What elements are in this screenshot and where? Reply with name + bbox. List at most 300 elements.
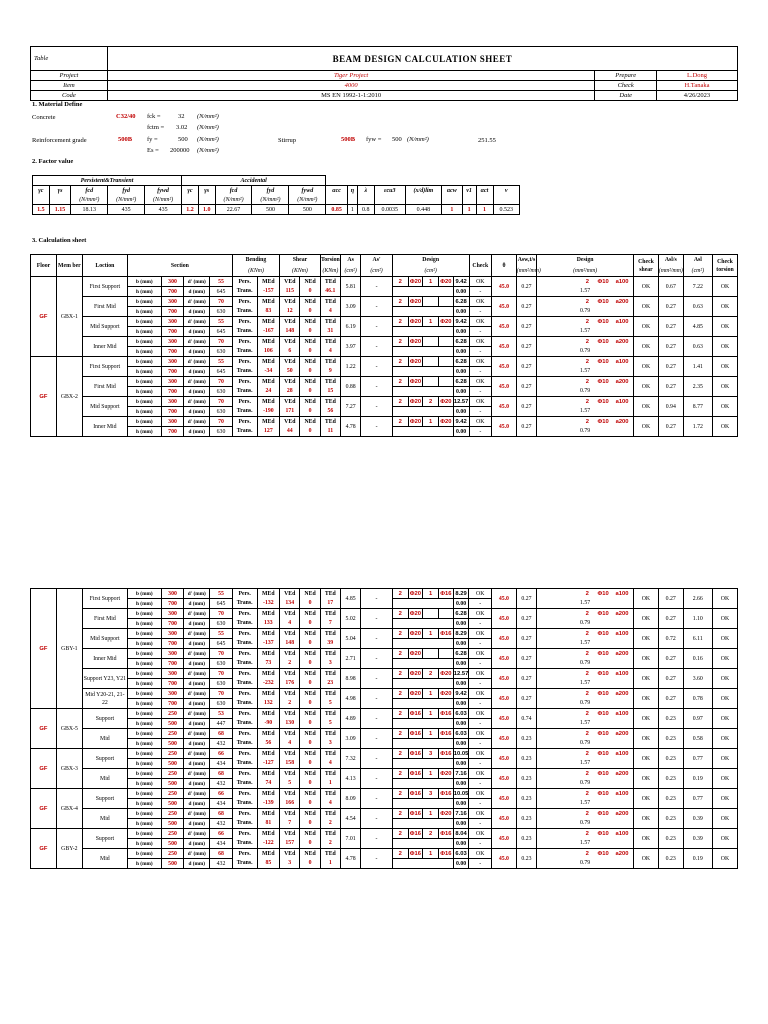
asw-value: 0.27: [516, 417, 536, 437]
location-cell: Inner Mid: [82, 417, 127, 437]
design-bar: Φ20: [409, 378, 422, 385]
M-value: 74: [257, 779, 280, 789]
design-empty: [392, 639, 453, 649]
design-zero: 0.00: [453, 799, 469, 809]
h-label: h (mm): [127, 619, 161, 629]
design-bar: 6.28: [453, 337, 469, 347]
es-value: 200000: [170, 147, 190, 154]
stirrup-empty: [537, 849, 580, 859]
as2-value: -: [361, 397, 393, 417]
factor-unit: [198, 195, 215, 205]
T-label: TEd: [320, 829, 340, 839]
stirrup-legs: 2: [579, 417, 595, 427]
factor-value: 0.8: [357, 205, 374, 215]
factor-value: 1.2: [182, 205, 199, 215]
T-label: TEd: [320, 337, 340, 347]
design-bar: Φ16: [409, 850, 422, 857]
V-value: 50: [280, 367, 300, 377]
V-value: 176: [280, 679, 300, 689]
trans-label: Trans.: [232, 779, 257, 789]
trans-label: Trans.: [232, 639, 257, 649]
dc-value: 68: [210, 809, 233, 819]
N-label: NEd: [300, 709, 320, 719]
as2-value: -: [361, 317, 393, 337]
N-label: NEd: [300, 609, 320, 619]
head-asws: Asw,t/s: [516, 255, 536, 266]
b-label: b (mm): [127, 769, 161, 779]
stirrup-area: 1.57: [537, 839, 634, 849]
d-value: 447: [210, 719, 233, 729]
design-bar: 2: [392, 297, 408, 307]
M-value: -190: [257, 407, 280, 417]
asw-value: 0.23: [516, 729, 536, 749]
factor-value: 1.0: [198, 205, 215, 215]
pers-label: Pers.: [232, 417, 257, 427]
b-value: 250: [161, 789, 184, 799]
d-label: d (mm): [184, 679, 210, 689]
factor-col: αcc: [326, 186, 348, 196]
N-value: 0: [300, 287, 320, 297]
check-dash: -: [469, 719, 492, 729]
N-label: NEd: [300, 297, 320, 307]
factor-unit: [462, 195, 476, 205]
M-value: -232: [257, 679, 280, 689]
stirrup-legs: 2: [579, 397, 595, 407]
M-label: MEd: [257, 809, 280, 819]
d-value: 630: [210, 427, 233, 437]
stirrup-legs: 2: [579, 709, 595, 719]
head-design: Design: [392, 255, 469, 266]
stirrup-legs: 2: [579, 629, 595, 639]
design-bar: 2: [392, 629, 408, 639]
stirrup-spacing: a100: [611, 277, 634, 287]
asls-value: 0.27: [658, 689, 683, 709]
T-value: 15: [320, 387, 340, 397]
design-zero: 0.00: [453, 779, 469, 789]
location-cell: Mid Support: [82, 629, 127, 649]
as2-value: -: [361, 297, 393, 317]
design-zero: 0.00: [453, 639, 469, 649]
h-label: h (mm): [127, 327, 161, 337]
trans-label: Trans.: [232, 679, 257, 689]
M-value: -167: [257, 327, 280, 337]
V-label: VEd: [280, 277, 300, 287]
V-value: 12: [280, 307, 300, 317]
V-label: VEd: [280, 749, 300, 759]
stirrup-spacing: a100: [611, 317, 634, 327]
stirrup-empty: [537, 789, 580, 799]
theta-value: 45.0: [492, 849, 517, 869]
h-label: h (mm): [127, 287, 161, 297]
theta-value: 45.0: [492, 809, 517, 829]
head-bend-unit: (KNm): [232, 266, 279, 277]
asw-value: 0.27: [516, 297, 536, 317]
factor-col: fcd: [71, 186, 108, 196]
location-cell: Support: [82, 709, 127, 729]
d-value: 630: [210, 679, 233, 689]
trans-label: Trans.: [232, 799, 257, 809]
theta-value: 45.0: [492, 629, 517, 649]
head-shear: Shear: [280, 255, 321, 266]
N-label: NEd: [300, 689, 320, 699]
h-value: 700: [161, 307, 184, 317]
check-dash: -: [469, 287, 492, 297]
theta-value: 45.0: [492, 609, 517, 629]
stirrup-area: 1.57: [537, 599, 634, 609]
h-label: h (mm): [127, 759, 161, 769]
head-as: As: [341, 255, 361, 266]
b-label: b (mm): [127, 277, 161, 287]
design-bar: Φ16: [409, 830, 422, 837]
design-bar: 6.28: [453, 377, 469, 387]
V-value: 171: [280, 407, 300, 417]
factor-value: 435: [145, 205, 182, 215]
M-label: MEd: [257, 397, 280, 407]
V-value: 2: [280, 659, 300, 669]
N-value: 0: [300, 639, 320, 649]
stirrup-legs: 2: [579, 669, 595, 679]
M-value: -137: [257, 639, 280, 649]
h-value: 700: [161, 619, 184, 629]
factor-value: 0.448: [405, 205, 441, 215]
b-value: 250: [161, 849, 184, 859]
design-bar: 2: [423, 829, 439, 839]
check-torsion: OK: [712, 849, 737, 869]
b-value: 300: [161, 297, 184, 307]
head-location: Loction: [82, 255, 127, 277]
T-label: TEd: [320, 589, 340, 599]
check-dash: -: [469, 819, 492, 829]
location-cell: Mid Support: [82, 317, 127, 337]
N-label: NEd: [300, 849, 320, 859]
design-bar: 1: [423, 417, 439, 427]
check-shear: OK: [634, 609, 659, 629]
theta-value: 45.0: [492, 749, 517, 769]
asw-value: 0.27: [516, 277, 536, 297]
factor-col: fyd: [252, 186, 289, 196]
design-bar: Φ20: [440, 418, 452, 425]
as-value: 1.22: [341, 357, 361, 377]
design-zero: 0.00: [453, 659, 469, 669]
check-torsion: OK: [712, 609, 737, 629]
check-ok: OK: [469, 377, 492, 387]
fctm-label: fctm =: [147, 124, 165, 131]
T-value: 3: [320, 739, 340, 749]
pers-label: Pers.: [232, 629, 257, 639]
T-value: 1: [320, 859, 340, 869]
M-label: MEd: [257, 729, 280, 739]
design-bar: 7.16: [453, 769, 469, 779]
factor-unit: (N/mm²): [289, 195, 326, 205]
T-value: 5: [320, 719, 340, 729]
check-dash: -: [469, 327, 492, 337]
pers-label: Pers.: [232, 397, 257, 407]
dc-label: d' (mm): [184, 729, 210, 739]
design-empty: [392, 799, 453, 809]
factor-value: 0.0035: [374, 205, 405, 215]
factor-col: (x/d)lim: [405, 186, 441, 196]
design-empty: [392, 367, 453, 377]
N-value: 0: [300, 719, 320, 729]
d-label: d (mm): [184, 779, 210, 789]
T-label: TEd: [320, 769, 340, 779]
b-value: 300: [161, 609, 184, 619]
rebar-grade: 500B: [118, 136, 133, 143]
design-empty: [392, 287, 453, 297]
head-torsion: Torsion: [320, 255, 340, 266]
asw-value: 0.27: [516, 357, 536, 377]
stirrup-empty: [537, 729, 580, 739]
asls-value: 0.27: [658, 317, 683, 337]
h-label: h (mm): [127, 799, 161, 809]
floor-cell: GF: [31, 357, 57, 437]
design-zero: 0.00: [453, 679, 469, 689]
design-zero: 0.00: [453, 619, 469, 629]
design-bar: 2: [392, 789, 408, 799]
check-dash: -: [469, 639, 492, 649]
design-bar: 6.28: [453, 357, 469, 367]
header-label: Item: [31, 81, 108, 91]
V-value: 157: [280, 839, 300, 849]
design-bar: [439, 337, 454, 347]
design-bar: 8.29: [453, 589, 469, 599]
factor-unit: [476, 195, 493, 205]
concrete-grade: C32/40: [116, 113, 136, 120]
dc-label: d' (mm): [184, 809, 210, 819]
design-bar: Φ20: [440, 690, 452, 697]
table-row: [31, 589, 738, 599]
factor-unit: [326, 195, 348, 205]
stirrup-dia: Φ10: [595, 809, 611, 819]
stirrup-spacing: a200: [611, 417, 634, 427]
as-value: 5.02: [340, 609, 360, 629]
V-label: VEd: [280, 609, 300, 619]
check-dash: -: [469, 599, 492, 609]
design-bar: Φ20: [409, 610, 422, 617]
design-bar: 2: [392, 849, 408, 859]
design-bar: 6.03: [453, 849, 469, 859]
asls-value: 0.27: [658, 297, 683, 317]
fck-value: 32: [178, 113, 185, 120]
b-value: 300: [161, 629, 184, 639]
M-value: 24: [257, 387, 280, 397]
header-right-label: Check: [595, 81, 657, 91]
dc-label: d' (mm): [184, 849, 210, 859]
design-zero: 0.00: [453, 427, 469, 437]
dc-label: d' (mm): [184, 769, 210, 779]
factor-value: 0.523: [493, 205, 520, 215]
N-value: 0: [300, 739, 320, 749]
design-empty: [392, 859, 453, 869]
check-shear: OK: [634, 729, 659, 749]
member-cell: GBX-2: [56, 357, 82, 437]
asl-value: 3.60: [683, 669, 712, 689]
h-value: 700: [161, 427, 184, 437]
design-bar: [439, 649, 454, 659]
stirrup-dia: Φ10: [595, 729, 611, 739]
d-label: d (mm): [184, 639, 210, 649]
asls-value: 0.23: [658, 769, 683, 789]
M-label: MEd: [257, 589, 280, 599]
M-label: MEd: [257, 297, 280, 307]
T-value: 4: [320, 347, 340, 357]
M-label: MEd: [257, 377, 280, 387]
location-cell: First Support: [82, 589, 127, 609]
as-value: 7.27: [341, 397, 361, 417]
header-right-label: Prepare: [595, 71, 657, 81]
pers-label: Pers.: [232, 829, 257, 839]
asw-value: 0.27: [516, 317, 536, 337]
stirrup-area: 0.79: [537, 387, 634, 397]
header-right-value: 4/26/2023: [656, 91, 737, 101]
head-theta: θ: [492, 255, 517, 277]
table-label: Table: [31, 47, 108, 71]
d-label: d (mm): [184, 387, 210, 397]
V-label: VEd: [280, 669, 300, 679]
check-ok: OK: [469, 397, 492, 407]
d-value: 630: [210, 619, 233, 629]
design-empty: [392, 759, 453, 769]
T-label: TEd: [320, 789, 340, 799]
check-ok: OK: [469, 749, 492, 759]
stirrup-dia: Φ10: [595, 769, 611, 779]
design-zero: 0.00: [453, 859, 469, 869]
pers-label: Pers.: [232, 297, 257, 307]
V-label: VEd: [280, 729, 300, 739]
V-label: VEd: [280, 377, 300, 387]
member-cell: GBX-4: [56, 789, 82, 829]
design-bar: Φ16: [409, 710, 422, 717]
table-row: [31, 669, 738, 679]
T-value: 7: [320, 619, 340, 629]
design-bar: Φ16: [409, 810, 422, 817]
table-row: [31, 689, 738, 699]
dc-label: d' (mm): [184, 749, 210, 759]
T-value: 4: [320, 799, 340, 809]
stirrup-dia: Φ10: [595, 709, 611, 719]
pers-label: Pers.: [232, 689, 257, 699]
M-label: MEd: [257, 629, 280, 639]
asl-value: 0.19: [683, 849, 712, 869]
V-label: VEd: [280, 809, 300, 819]
design-bar: Φ16: [409, 790, 422, 797]
stirrup-empty: [537, 689, 580, 699]
check-shear: OK: [634, 669, 659, 689]
check-ok: OK: [469, 609, 492, 619]
trans-label: Trans.: [232, 619, 257, 629]
stirrup-legs: 2: [579, 689, 595, 699]
design-zero: 0.00: [453, 367, 469, 377]
check-ok: OK: [469, 297, 492, 307]
dc-value: 66: [210, 789, 233, 799]
header-right-value: L.Dong: [656, 71, 737, 81]
stirrup-dia: Φ10: [595, 297, 611, 307]
dc-label: d' (mm): [184, 277, 210, 287]
N-value: 0: [300, 859, 320, 869]
table-row: [31, 749, 738, 759]
check-torsion: OK: [712, 649, 737, 669]
factor-col: αct: [476, 186, 493, 196]
T-label: TEd: [320, 849, 340, 859]
N-value: 0: [300, 427, 320, 437]
design-bar: Φ20: [409, 318, 422, 325]
b-label: b (mm): [127, 337, 161, 347]
design-bar: Φ20: [440, 670, 452, 677]
design-bar: 1: [423, 849, 439, 859]
M-value: 133: [257, 619, 280, 629]
b-label: b (mm): [127, 669, 161, 679]
table-row: [31, 649, 738, 659]
pers-label: Pers.: [232, 809, 257, 819]
T-label: TEd: [320, 417, 340, 427]
h-value: 700: [161, 699, 184, 709]
location-cell: Inner Mid: [82, 337, 127, 357]
theta-value: 45.0: [492, 397, 517, 417]
N-label: NEd: [300, 829, 320, 839]
design-bar: Φ20: [409, 650, 422, 657]
M-value: 83: [257, 307, 280, 317]
stirrup-legs: 2: [579, 749, 595, 759]
stirrup-empty: [537, 809, 580, 819]
V-label: VEd: [280, 397, 300, 407]
d-label: d (mm): [184, 819, 210, 829]
dc-value: 70: [210, 669, 233, 679]
check-ok: OK: [469, 649, 492, 659]
check-shear: OK: [634, 709, 659, 729]
T-label: TEd: [320, 689, 340, 699]
d-label: d (mm): [184, 407, 210, 417]
factor-table: [32, 175, 520, 215]
b-value: 300: [161, 589, 184, 599]
T-label: TEd: [320, 357, 340, 367]
stirrup-spacing: a200: [611, 849, 634, 859]
stirrup-dia: Φ10: [595, 417, 611, 427]
as-value: 7.01: [340, 829, 360, 849]
T-value: 4: [320, 759, 340, 769]
asls-value: 0.67: [658, 277, 683, 297]
calc-table-1: [30, 254, 738, 437]
check-ok: OK: [469, 789, 492, 799]
stirrup-area: 0.79: [537, 427, 634, 437]
check-torsion: OK: [712, 829, 737, 849]
stirrup-dia: Φ10: [595, 829, 611, 839]
asl-value: 8.77: [683, 397, 712, 417]
dc-value: 70: [210, 297, 233, 307]
header-value: MS EN 1992-1-1:2010: [107, 91, 595, 101]
sheet-title: BEAM DESIGN CALCULATION SHEET: [107, 47, 737, 71]
N-value: 0: [300, 699, 320, 709]
dc-label: d' (mm): [184, 417, 210, 427]
as2-value: -: [361, 649, 393, 669]
M-label: MEd: [257, 277, 280, 287]
fy-unit: (N/mm²): [197, 136, 219, 143]
design-empty: [392, 839, 453, 849]
T-value: 3: [320, 659, 340, 669]
b-label: b (mm): [127, 849, 161, 859]
as2-value: -: [361, 709, 393, 729]
as2-value: -: [361, 729, 393, 749]
design-zero: 0.00: [453, 347, 469, 357]
d-value: 645: [210, 639, 233, 649]
check-shear: OK: [634, 829, 659, 849]
design-bar: 9.42: [453, 277, 469, 287]
h-label: h (mm): [127, 427, 161, 437]
check-ok: OK: [469, 689, 492, 699]
design-bar: Φ20: [409, 670, 422, 677]
asl-value: 6.11: [683, 629, 712, 649]
V-value: 148: [280, 639, 300, 649]
design-zero: 0.00: [453, 327, 469, 337]
